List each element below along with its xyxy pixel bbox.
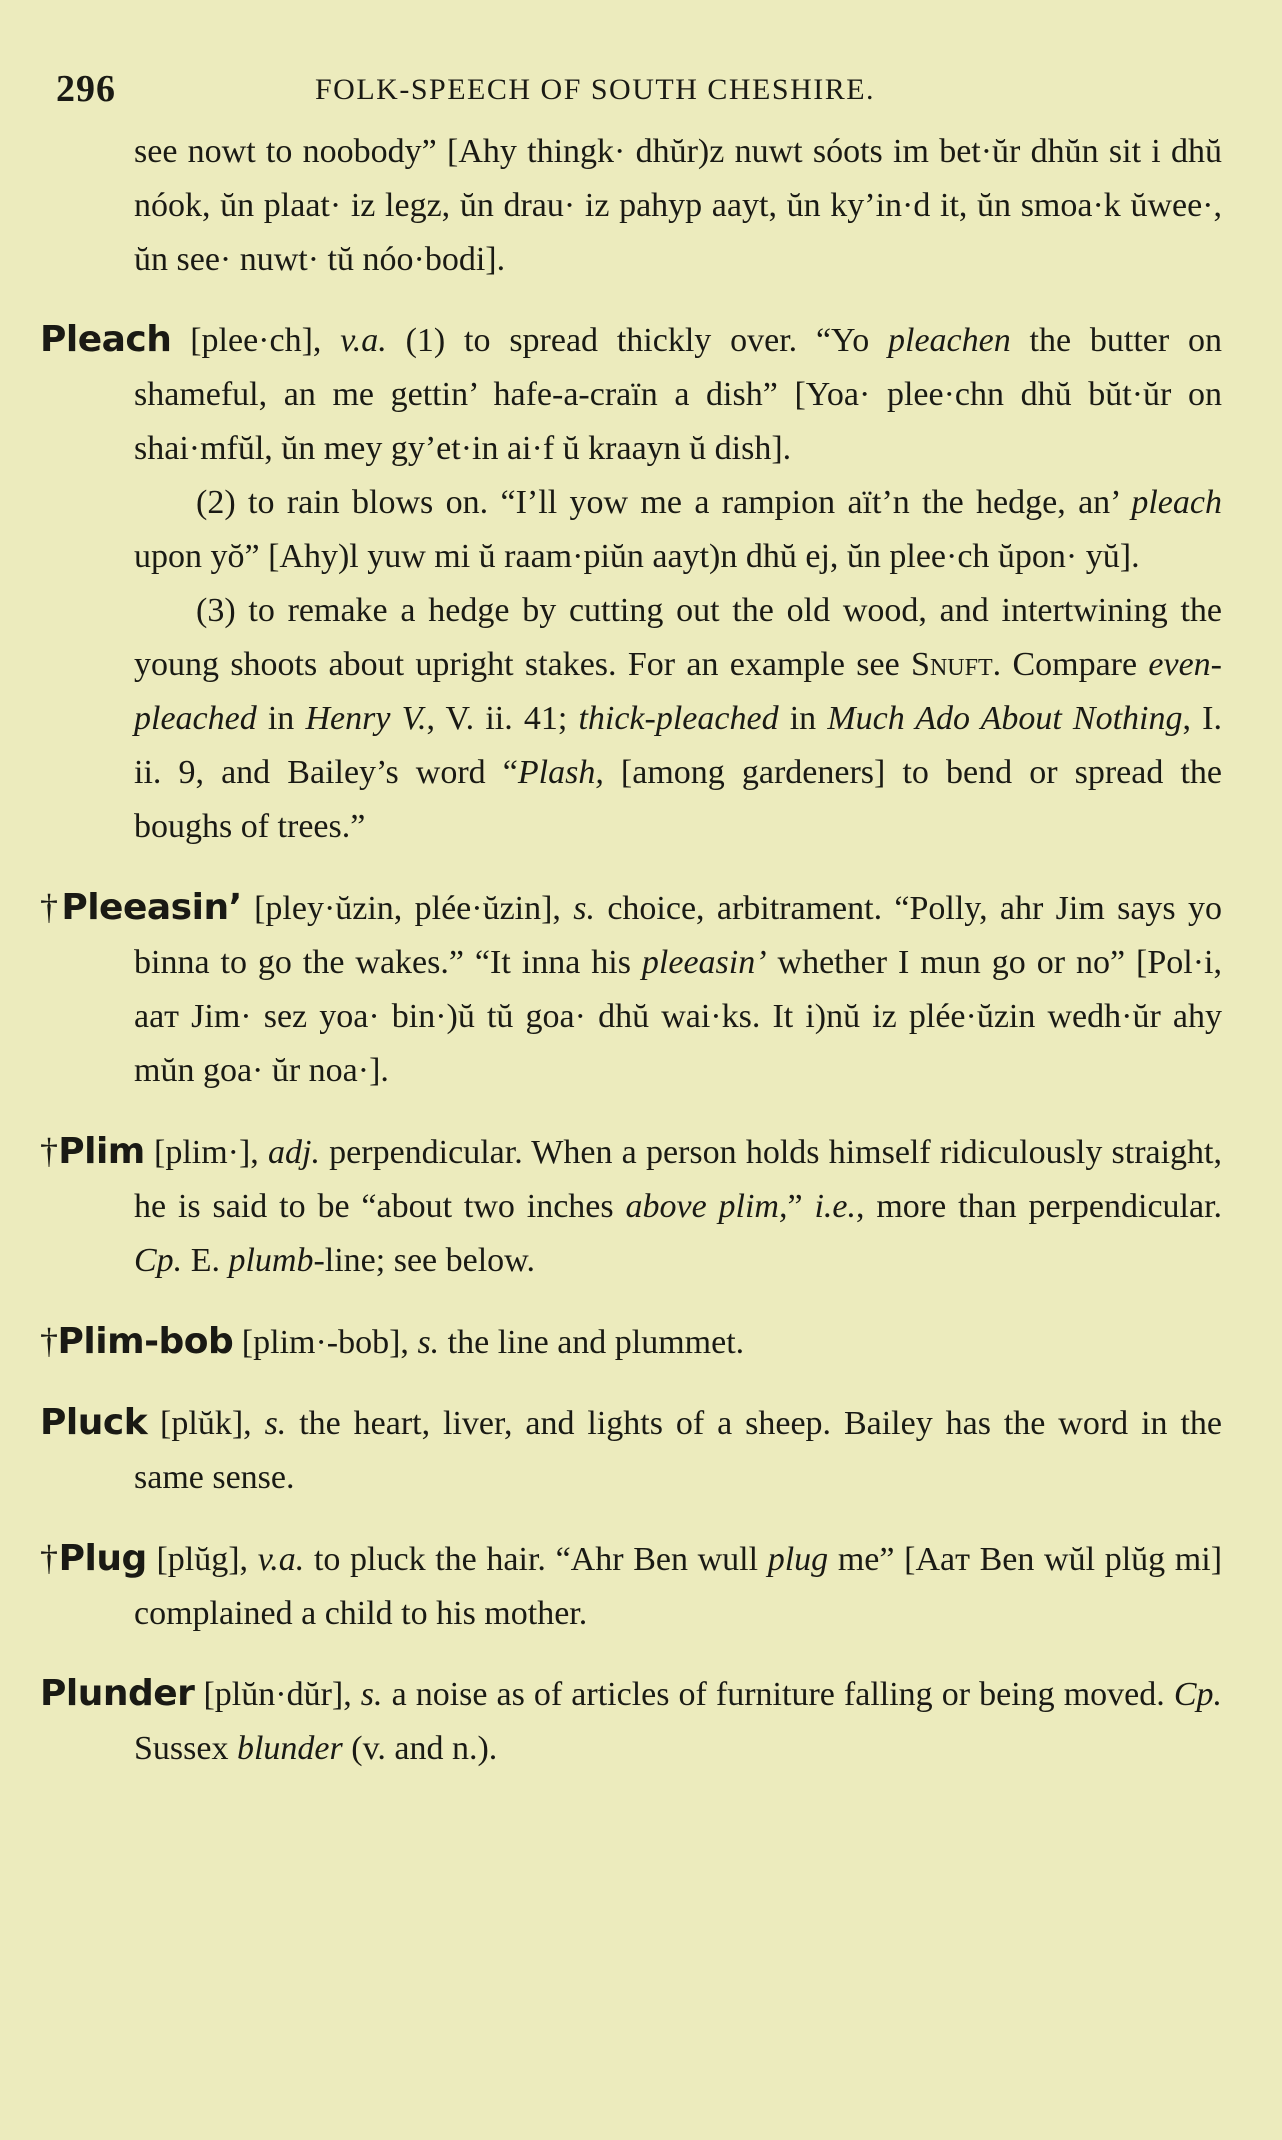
entry-plim-text	[40, 1124, 1222, 1288]
definition-text: upon yŏ” [Ahy)l yuw mi ŭ raam·piŭn aayt)n dhŭ ej, ŭn plee·ch ŭpon· yŭ].	[134, 538, 1140, 575]
entry-pleeasin-text	[40, 880, 1222, 1098]
definition-text: choice, arbitrament. “Polly, ahr Jim says yo binna to go the wakes.” “It inna his	[134, 890, 1222, 981]
definition-text: (3) to remake a hedge by cutting out the old wood, and intertwining the young shoots about upright stakes. For an example see	[134, 592, 1222, 683]
pronunciation-text: [plŭn·dŭr],	[194, 1676, 361, 1713]
part-of-speech: adj.	[268, 1134, 320, 1171]
example-word: blunder	[236, 1730, 343, 1767]
definition-text: the heart, liver, and lights of a sheep. Bailey has the word in the same sense.	[134, 1405, 1222, 1496]
page-number: 296	[56, 68, 116, 110]
example-word: pleach	[1131, 484, 1222, 521]
part-of-speech: s.	[417, 1324, 440, 1361]
headword-text: Plug	[58, 1538, 147, 1579]
headword-plug	[40, 1538, 147, 1579]
entry-pleach-sense-3	[134, 584, 1222, 854]
headword-text: Pleeasin’	[61, 887, 242, 928]
example-word: pleeasin’	[641, 944, 767, 981]
entry-plug-text	[40, 1531, 1222, 1641]
example-word: pleachen	[888, 322, 1011, 359]
citation-title: Much Ado About Nothing	[827, 700, 1183, 737]
definition-text: [among gardeners] to bend or spread the boughs of trees.”	[134, 754, 1222, 845]
dagger-mark: †	[40, 887, 62, 927]
part-of-speech: v.a.	[340, 322, 387, 359]
definition-text: in	[256, 700, 306, 737]
headword-pluck: Pluck	[40, 1402, 148, 1443]
pronunciation-text: [plee·ch],	[171, 322, 341, 359]
citation-word: thick-pleached	[578, 700, 779, 737]
definition-text: -line; see below.	[313, 1242, 536, 1279]
entry-plim-bob-text	[40, 1314, 1222, 1370]
definition-text: , I. ii. 9, and Bailey’s word “	[134, 700, 1222, 791]
headword-plunder: Plunder	[40, 1673, 195, 1714]
entry-continuation	[40, 125, 1222, 287]
definition-text: . Compare	[992, 646, 1149, 683]
abbreviation: i.e.	[814, 1188, 856, 1225]
running-head	[40, 55, 1222, 125]
headword-plim-bob	[40, 1321, 233, 1362]
definition-text: (1) to spread thickly over. “Yo	[386, 322, 889, 359]
entry-plunder	[40, 1667, 1222, 1776]
citation-title: Henry V.	[305, 700, 427, 737]
definition-text: me” [Aaᴛ Ben wŭl plŭg mi] complained a child to his mother.	[134, 1541, 1223, 1632]
citation-word: Plash,	[517, 754, 604, 791]
pronunciation-text: [plim·],	[144, 1134, 269, 1171]
dagger-mark: †	[40, 1321, 58, 1361]
continuation-text: see nowt to noobody” [Ahy thingk· dhŭr)z nuwt sóots im bet·ŭr dhŭn sit i dhŭ nóok, ŭn plaat· iz legz, ŭn drau· iz pahyp aayt, ŭn ky’in·d it, ŭn smoa·k ŭwee·, ŭn see· nuwt· tŭ nóo·bodi].	[134, 133, 1222, 278]
definition-text: E.	[182, 1242, 229, 1279]
part-of-speech: s.	[264, 1405, 287, 1442]
definition-text: in	[778, 700, 828, 737]
citation-word: even-pleached	[134, 646, 1222, 737]
entry-plim	[40, 1124, 1222, 1288]
dagger-mark: †	[40, 1131, 59, 1171]
headword-pleeasin	[40, 887, 242, 928]
cross-reference: Snuft	[911, 646, 993, 683]
entry-pleeasin	[40, 880, 1222, 1098]
entry-pleach-sense-2	[134, 476, 1222, 584]
definition-text: (2) to rain blows on. “I’ll yow me a rampion aït’n the hedge, an’	[196, 484, 1132, 521]
part-of-speech: v.a.	[257, 1541, 305, 1578]
definition-text: to pluck the hair. “Ahr Ben wull	[304, 1541, 768, 1578]
entry-pleach	[40, 313, 1222, 854]
definition-text: perpendicular. When a person holds himself ridiculously straight, he is said to be “about two inches	[134, 1134, 1223, 1225]
example-word: plug	[767, 1541, 829, 1578]
entry-pluck-text	[40, 1396, 1222, 1505]
definition-text: , more than perpendicular.	[856, 1188, 1223, 1225]
headword-plim	[40, 1131, 145, 1172]
definition-text: whether I mun go or no” [Pol·i, aaᴛ Jim· sez yoa· bin·)ŭ tŭ goa· dhŭ wai·ks. It i)nŭ iz plée·ŭzin wedh·ŭr ahy mŭn goa· ŭr noa·].	[134, 944, 1222, 1089]
headword-pleach: Pleach	[40, 319, 172, 360]
headword-text: Plim-bob	[57, 1321, 234, 1362]
abbreviation: Cp.	[1173, 1676, 1222, 1713]
part-of-speech: s.	[360, 1676, 383, 1713]
dagger-mark: †	[40, 1538, 59, 1578]
entry-pleach-subsenses	[40, 476, 1222, 854]
example-word: above plim,	[625, 1188, 788, 1225]
pronunciation-text: [plim·-bob],	[233, 1324, 418, 1361]
definition-text: the line and plummet.	[439, 1324, 745, 1361]
example-word: plumb	[228, 1242, 314, 1279]
definition-text: Sussex	[134, 1730, 237, 1767]
entry-pluck	[40, 1396, 1222, 1505]
entry-plim-bob	[40, 1314, 1222, 1370]
pronunciation-text: [plŭk],	[147, 1405, 265, 1442]
definition-text: , V. ii. 41;	[426, 700, 579, 737]
headword-text: Plim	[58, 1131, 145, 1172]
definition-text: (v. and n.).	[342, 1730, 498, 1767]
entry-pleach-sense-1	[40, 313, 1222, 476]
definition-text: a noise as of articles of furniture falling or being moved.	[382, 1676, 1174, 1713]
pronunciation-text: [pley·ŭzin, plée·ŭzin],	[241, 890, 574, 927]
definition-text: the butter on shameful, an me gettin’ hafe-a-craïn a dish” [Yoa· plee·chn dhŭ bŭt·ŭr on shai·mfŭl, ŭn mey gy’et·in ai·f ŭ kraayn ŭ dish].	[134, 322, 1223, 467]
running-title: FOLK-SPEECH OF SOUTH CHESHIRE.	[315, 73, 876, 106]
abbreviation: Cp.	[134, 1242, 183, 1279]
definition-text: ”	[787, 1188, 815, 1225]
part-of-speech: s.	[573, 890, 595, 927]
entry-plug	[40, 1531, 1222, 1641]
pronunciation-text: [plŭg],	[146, 1541, 258, 1578]
entry-plunder-text	[40, 1667, 1222, 1776]
